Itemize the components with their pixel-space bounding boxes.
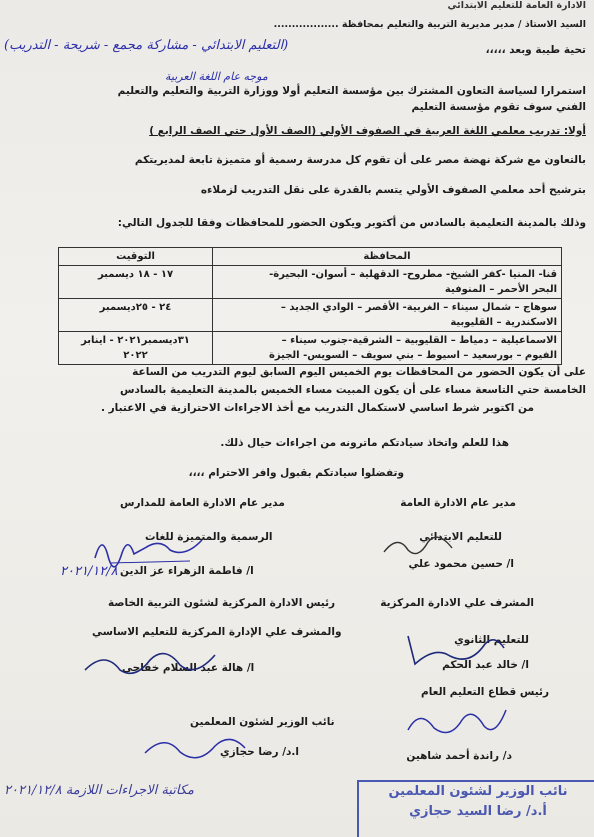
sig-left-2-title-1: رئيس الادارة المركزية لشئون التربية الخاصة xyxy=(108,597,336,609)
sig-left-1-date: ٢٠٢١/١٢/٨ xyxy=(60,564,118,579)
gov-cell: قنا- المنيا -كفر الشيخ- مطروح- الدقهلية – أسوان- البحيرة- البحر الأحمر – المنوفية xyxy=(213,266,562,299)
signature-mark xyxy=(140,728,250,768)
handwritten-note: (التعليم الابتدائي - مشاركة مجمع - شريحة - التدريب) xyxy=(4,38,289,53)
after-table-line-1: على أن يكون الحضور من المحافظات يوم الخميس اليوم السابق ليوم التدريب من الساعة xyxy=(132,366,586,378)
authority-header: الادارة العامة للتعليم الابتدائي xyxy=(447,0,586,11)
sig-left-3-name: ا.د/ رضا حجازي xyxy=(220,746,300,758)
date-cell: ٣١ديسمبر٢٠٢١ - اينابر ٢٠٢٢ xyxy=(59,332,213,365)
signature-mark xyxy=(378,524,458,564)
bottom-handwritten-note: مكاتبة الاجراءات اللازمة ٢٠٢١/١٢/٨ xyxy=(4,783,195,798)
intro-line-2: الفني سوف تقوم مؤسسة التعليم xyxy=(411,101,586,113)
sig-right-3-name: د/ راندة أحمد شاهين xyxy=(406,750,512,762)
after-table-line-4: هذا للعلم واتخاذ سيادتكم ماترونه من اجراءات حيال ذلك. xyxy=(220,437,509,449)
gov-cell: سوهاج – شمال سيناء – الغربية- الأقصر – الوادي الجديد – الاسكندرية – القليوبية xyxy=(213,299,562,332)
after-table-line-3: من اكتوبر شرط اساسي لاستكمال التدريب مع أخذ الاجراءات الاحترازية في الاعتبار . xyxy=(100,402,534,414)
date-cell: ١٧ - ١٨ ديسمبر xyxy=(59,266,213,299)
schedule-table xyxy=(58,247,562,365)
signature-mark xyxy=(90,528,210,568)
sig-right-2-title-1: المشرف علي الادارة المركزية xyxy=(380,597,534,609)
greeting: تحية طيبة وبعد ،،،،، xyxy=(485,44,586,56)
after-table-line-2: الخامسة حتي التاسعة مساء على أن يكون المبيت مساء الخميس بالمدينة التعليمية بالسادس xyxy=(120,384,586,396)
table-header-row xyxy=(59,248,562,266)
table-row xyxy=(59,332,562,365)
sig-right-1-title-2: للتعليم الابتدائي xyxy=(419,531,502,543)
sig-left-1-title-1: مدير عام الادارة العامة للمدارس xyxy=(120,497,285,509)
sig-left-1-title-2: الرسمية والمتميزة للغات xyxy=(145,531,273,543)
header-governorate: المحافظة xyxy=(213,248,562,266)
sig-left-2-title-2: والمشرف علي الإدارة المركزية للتعليم الاساسي xyxy=(92,626,342,638)
sig-left-1-name: ا/ فاطمة الزهراء عز الدين xyxy=(120,565,254,577)
signature-mark xyxy=(400,700,510,745)
header-timing: التوقيت xyxy=(59,248,213,266)
official-stamp: نائب الوزير لشئون المعلمين أ.د/ رضا السيد حجازي xyxy=(357,780,594,837)
signature-mark xyxy=(400,626,510,671)
gov-cell: الاسماعيلية – دمياط – القليوبية – الشرقية-جنوب سيناء – الفيوم – بورسعيد – اسيوط – بني سويف – السويس- الجيزة xyxy=(213,332,562,365)
sig-left-3-title: نائب الوزير لشئون المعلمين xyxy=(190,716,335,728)
sig-right-2-title-2: للتعليم الثانوي xyxy=(454,634,529,646)
signature-mark xyxy=(80,640,220,685)
section-line-2: بترشيح أحد معلمي الصفوف الأولي يتسم بالقدرة على نقل التدريب لزملاءه xyxy=(200,184,586,196)
sig-right-1-title-1: مدير عام الادارة العامة xyxy=(400,497,516,509)
sig-right-1-name: ا/ حسين محمود علي xyxy=(408,558,514,570)
handwritten-note-2: موجه عام اللغة العربية xyxy=(165,70,268,83)
section-line-1: بالتعاون مع شركة نهضة مصر على أن تقوم كل مدرسة رسمية أو متميزة تابعة لمديريتكم xyxy=(134,154,586,166)
section-title: أولا: تدريب معلمي اللغة العربية في الصفوف الأولي (الصف الأول حتي الصف الرابع ) xyxy=(149,125,586,137)
table-row xyxy=(59,299,562,332)
intro-line-1: استمرارا لسياسة التعاون المشترك بين مؤسسة التعليم أولا ووزارة التربية والتعليم والتعليم xyxy=(117,85,586,97)
date-cell: ٢٤ - ٢٥ديسمبر xyxy=(59,299,213,332)
closing-line: وتفضلوا سيادتكم بقبول وافر الاحترام ،،،، xyxy=(188,467,404,479)
sig-left-2-name: ا/ هالة عبد السلام خفاجي xyxy=(122,662,255,674)
sig-right-2-name: ا/ خالد عبد الحكم xyxy=(442,659,529,671)
table-row xyxy=(59,266,562,299)
sig-right-3-title: رئيس قطاع التعليم العام xyxy=(421,686,549,698)
section-line-3: وذلك بالمدينة التعليمية بالسادس من أكتوبر ويكون الحضور للمحافظات وفقا للجدول التالي: xyxy=(117,217,586,229)
addressee-line: السيد الاستاذ / مدير مديرية التربية والتعليم بمحافظة .................. xyxy=(273,19,586,30)
